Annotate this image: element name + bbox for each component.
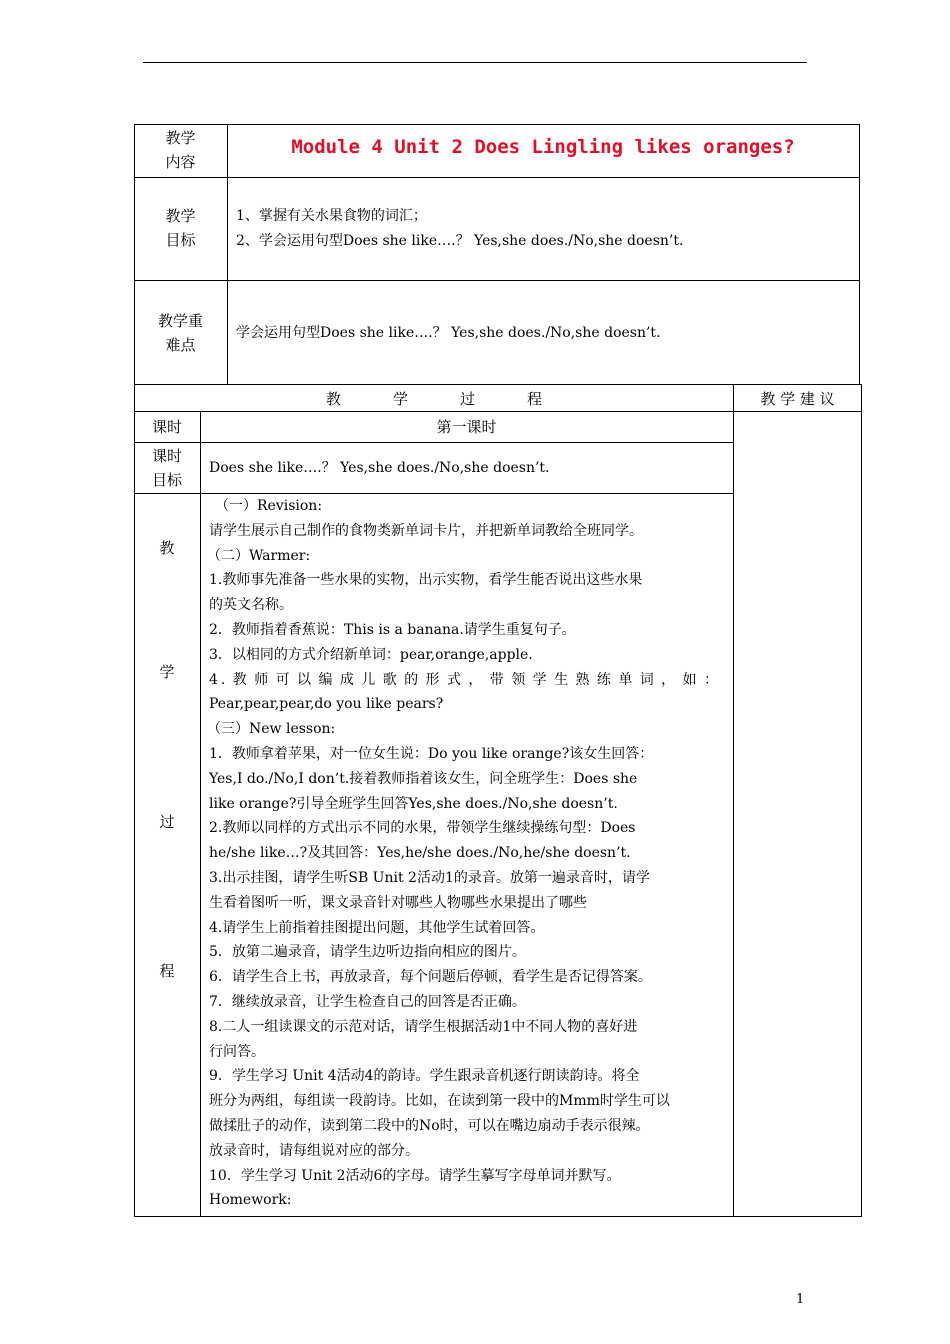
period-goal-text: Does she like….？ Yes,she does./No,she doesn’t.	[209, 460, 550, 476]
lesson-info-row-line-2	[134, 280, 860, 281]
objective-1: 1、掌握有关水果食物的词汇；	[236, 208, 427, 224]
process-label-3: 过	[159, 813, 175, 831]
process-line: 9．学生学习 Unit 4活动4的韵诗。学生跟录音机逐行朗读韵诗。将全	[209, 1068, 640, 1085]
suggestion-column-divider	[733, 384, 734, 1217]
process-line: 8.二人一组读课文的示范对话，请学生根据活动1中不同人物的喜好进	[209, 1018, 638, 1035]
page-number: 1	[796, 1292, 805, 1307]
period-label: 课时	[151, 418, 182, 436]
process-line: （二）Warmer:	[207, 547, 311, 564]
process-line: 请学生展示自己制作的食物类新单词卡片，并把新单词教给全班同学。	[209, 522, 643, 539]
process-line: like orange?引导全班学生回答Yes,she does./No,she doesn’t.	[209, 795, 618, 812]
process-line: 班分为两组，每组读一段韵诗。比如，在读到第一段中的Mmm时学生可以	[209, 1093, 670, 1110]
process-line: （三）New lesson:	[207, 721, 336, 738]
process-line: 3．以相同的方式介绍新单词：pear,orange,apple.	[209, 646, 533, 663]
lesson-info-table	[134, 124, 860, 385]
process-label-1: 教	[159, 539, 175, 557]
process-line: 1.教师事先准备一些水果的实物，出示实物，看学生能否说出这些水果	[209, 572, 643, 589]
process-line: （一）Revision:	[215, 498, 323, 514]
key-points-label: 教学重 难点	[157, 312, 203, 354]
process-line: 5．放第二遍录音，请学生边听边指向相应的图片。	[209, 944, 526, 961]
process-body	[209, 494, 724, 1213]
process-line: 1．教师拿着苹果，对一位女生说：Do you like orange?该女生回答：	[209, 745, 654, 762]
process-line: 做揉肚子的动作，读到第二段中的No时，可以在嘴边扇动手表示很辣。	[209, 1117, 650, 1134]
lesson-title: Module 4 Unit 2 Does Lingling likes oranges?	[291, 136, 795, 158]
process-line: Yes,I do./No,I don’t.接着教师指着该女生，问全班学生：Does she	[209, 770, 638, 787]
process-line: 7．继续放录音，让学生检查自己的回答是否正确。	[209, 993, 526, 1010]
process-line: 3.出示挂图，请学生听SB Unit 2活动1的录音。放第一遍录音时，请学	[209, 869, 650, 886]
process-line: 2.教师以同样的方式出示不同的水果，带领学生继续操练句型：Does	[209, 820, 636, 837]
lesson-info-row-line-1	[134, 177, 860, 178]
objectives-label: 教学 目标	[165, 207, 196, 249]
process-line: 6．请学生合上书，再放录音，每个问题后停顿，看学生是否记得答案。	[209, 969, 652, 986]
process-line: he/she like…?及其回答：Yes,he/she does./No,he/she doesn’t.	[209, 845, 631, 862]
process-label-4: 程	[159, 962, 175, 980]
process-label-divider	[200, 411, 201, 1217]
period-row-line	[134, 442, 733, 443]
process-line: Pear,pear,pear,do you like pears?	[209, 696, 444, 713]
process-line: 放录音时，请每组说对应的部分。	[209, 1142, 419, 1159]
header-rule	[143, 62, 807, 63]
process-line: 行问答。	[209, 1043, 265, 1060]
process-line: 的英文名称。	[209, 597, 293, 614]
lesson-info-divider	[227, 124, 228, 385]
process-label-2: 学	[159, 663, 175, 681]
period-value: 第一课时	[436, 418, 497, 436]
period-goal-label: 课时 目标	[151, 447, 182, 489]
process-line: 2．教师指着香蕉说：This is a banana.请学生重复句子。	[209, 621, 576, 638]
objective-2: 2、学会运用句型Does she like….？ Yes,she does./No,she doesn’t.	[236, 233, 684, 249]
process-line: 生看着图听一听，课文录音针对哪些人物哪些水果提出了哪些	[209, 894, 587, 911]
process-line: 10．学生学习 Unit 2活动6的字母。请学生摹写字母单词并默写。	[209, 1167, 621, 1184]
process-line: 4.教师可以编成儿歌的形式，带领学生熟练单词，如：	[209, 671, 721, 688]
content-label: 教学 内容	[165, 129, 196, 171]
process-header-line	[134, 411, 862, 412]
suggestion-header: 教 学 建 议	[760, 390, 835, 408]
process-line: Homework:	[209, 1192, 292, 1209]
key-points-text: 学会运用句型Does she like….？ Yes,she does./No,she doesn’t.	[236, 325, 661, 341]
process-line: 4.请学生上前指着挂图提出问题，其他学生试着回答。	[209, 919, 545, 936]
